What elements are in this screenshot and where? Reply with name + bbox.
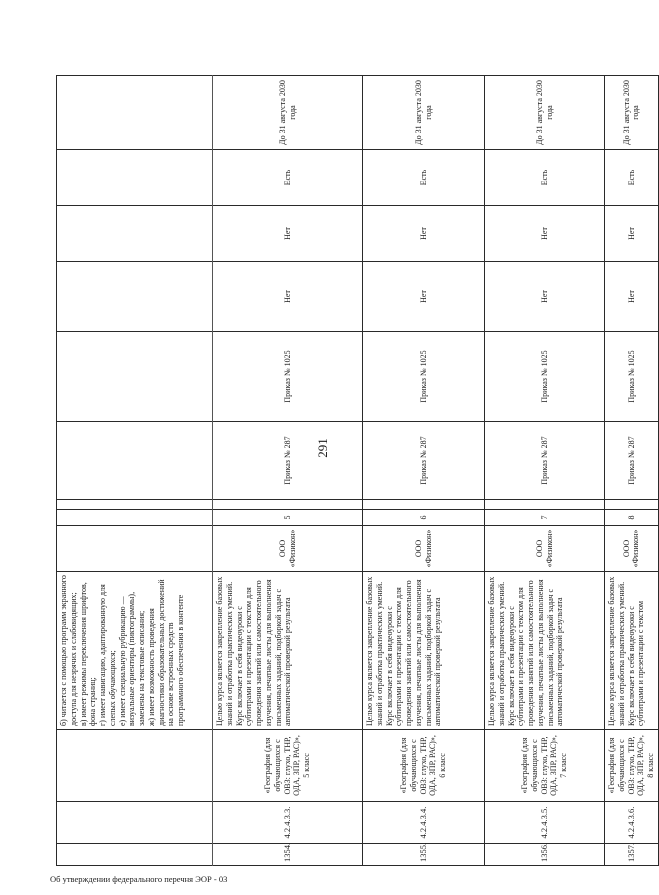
- continuation-line: г) имеет навигацию, адаптированную для слепых обучающихся;: [98, 584, 117, 726]
- resource-flag-3: Есть: [485, 150, 605, 206]
- table-body: [57, 76, 659, 866]
- table-cell: [605, 500, 659, 510]
- table-cell: [485, 500, 605, 510]
- continuation-line: ж) имеет возможность проведения диагностики образовательных достижений на основе встроенных средств программного обеспечения в контенте: [146, 579, 185, 726]
- table-cell: [57, 262, 213, 332]
- row-number: 1357.: [605, 844, 659, 866]
- resource-flag-2: Нет: [363, 206, 485, 262]
- footnote: Об утверждении федерального перечня ЭОР - 03: [50, 874, 228, 884]
- resource-document-1: Приказ № 287: [485, 422, 605, 500]
- table-cell: [57, 500, 213, 510]
- resource-deadline: До 31 августа 2030 года: [605, 76, 659, 150]
- resource-flag-3: Есть: [213, 150, 363, 206]
- table-cell: [57, 526, 213, 572]
- resource-title: «География (для обучающихся с ОВЗ: глухо, ТНР, ОДА, ЗПР, РАС)», 7 класс: [485, 730, 605, 802]
- table-row: [485, 76, 605, 866]
- resource-document-2: Приказ № 1025: [485, 332, 605, 422]
- resource-document-2: Приказ № 1025: [363, 332, 485, 422]
- rotated-table-sheet: [56, 76, 655, 866]
- resource-document-1: Приказ № 287: [363, 422, 485, 500]
- resource-title: «География (для обучающихся с ОВЗ: глухо, ТНР, ОДА, ЗПР, РАС)», 6 класс: [363, 730, 485, 802]
- resource-title: «География (для обучающихся с ОВЗ: глухо, ТНР, ОДА, ЗПР, РАС)», 8 класс: [605, 730, 659, 802]
- resource-grade: 7: [485, 510, 605, 526]
- resource-code: 4.2.4.3.4.: [363, 802, 485, 844]
- resource-flag-1: Нет: [213, 262, 363, 332]
- table-cell: [57, 802, 213, 844]
- table-row: [213, 76, 363, 866]
- resource-flag-2: Нет: [605, 206, 659, 262]
- table-cell: [57, 510, 213, 526]
- resource-description: Целью курса является закрепление базовых знаний и отработка практических умений. Курс включает в себя видеоуроки с субтитрами и презентации с текстом для проведения занятий или самостоятельного изучения, печатные листы для выполнения письменных заданий, подборкой задач с автоматической проверкой результата: [213, 572, 363, 730]
- resource-description: Целью курса является закрепление базовых знаний и отработка практических умений. Курс включает в себя видеоуроки с субтитрами и презентации с текстом для проведения занятий или самостоятельного изучения, печатные листы для выполнения письменных заданий, подборкой задач с автоматической проверкой результата: [363, 572, 485, 730]
- resources-table: [56, 75, 659, 866]
- resource-organization: ООО «Физикон»: [485, 526, 605, 572]
- resource-organization: ООО «Физикон»: [605, 526, 659, 572]
- table-cell: [57, 844, 213, 866]
- page-number: 291: [315, 438, 330, 458]
- resource-code: 4.2.4.3.3.: [213, 802, 363, 844]
- resource-deadline: До 31 августа 2030 года: [363, 76, 485, 150]
- table-cell: [57, 206, 213, 262]
- resource-description: Целью курса является закрепление базовых знаний и отработка практических умений. Курс включает в себя видеоуроки с субтитрами и презентации с текстом: [605, 572, 659, 730]
- table-cell: [57, 150, 213, 206]
- resource-document-2: Приказ № 1025: [605, 332, 659, 422]
- resource-flag-3: Есть: [605, 150, 659, 206]
- table-cell: [57, 730, 213, 802]
- table-cell: [57, 76, 213, 150]
- row-number: 1354.: [213, 844, 363, 866]
- table-cell: [57, 422, 213, 500]
- resource-flag-1: Нет: [605, 262, 659, 332]
- row-number: 1356.: [485, 844, 605, 866]
- row-number: 1355.: [363, 844, 485, 866]
- resource-code: 4.2.4.3.5.: [485, 802, 605, 844]
- table-row-continuation: [57, 76, 213, 866]
- resource-deadline: До 31 августа 2030 года: [485, 76, 605, 150]
- table-row: [605, 76, 659, 866]
- table-cell: [57, 332, 213, 422]
- resource-organization: ООО «Физикон»: [213, 526, 363, 572]
- resource-document-1: Приказ № 287: [213, 422, 363, 500]
- continuation-text-cell: [57, 572, 213, 730]
- resource-flag-1: Нет: [363, 262, 485, 332]
- resource-description: Целью курса является закрепление базовых знаний и отработка практических умений. Курс включает в себя видеоуроки с субтитрами и презентации с текстом для проведения занятий или самостоятельного изучения, печатные листы для выполнения письменных заданий, подборкой задач с автоматической проверкой результата: [485, 572, 605, 730]
- table-cell: [213, 500, 363, 510]
- resource-flag-2: Нет: [485, 206, 605, 262]
- resource-flag-1: Нет: [485, 262, 605, 332]
- resource-grade: 5: [213, 510, 363, 526]
- resource-title: «География (для обучающихся с ОВЗ: глухо, ТНР, ОДА, ЗПР, РАС)», 5 класс: [213, 730, 363, 802]
- resource-document-1: Приказ № 287: [605, 422, 659, 500]
- continuation-line: е) имеет специальную рубрикацию — визуальные ориентиры (пиктограммы), заменены на текстовые описания;: [117, 591, 146, 726]
- resource-flag-2: Нет: [213, 206, 363, 262]
- table-cell: [363, 500, 485, 510]
- resource-flag-3: Есть: [363, 150, 485, 206]
- resource-deadline: До 31 августа 2030 года: [213, 76, 363, 150]
- resource-grade: 8: [605, 510, 659, 526]
- continuation-line: в) имеет режимы переключения шрифтов, фона страниц;: [78, 582, 98, 726]
- resource-code: 4.2.4.3.6.: [605, 802, 659, 844]
- resource-organization: ООО «Физикон»: [363, 526, 485, 572]
- resource-document-2: Приказ № 1025: [213, 332, 363, 422]
- resource-grade: 6: [363, 510, 485, 526]
- continuation-line: б) читается с помощью программ экранного доступа для незрячих и слабовидящих;: [59, 575, 78, 726]
- table-row: [363, 76, 485, 866]
